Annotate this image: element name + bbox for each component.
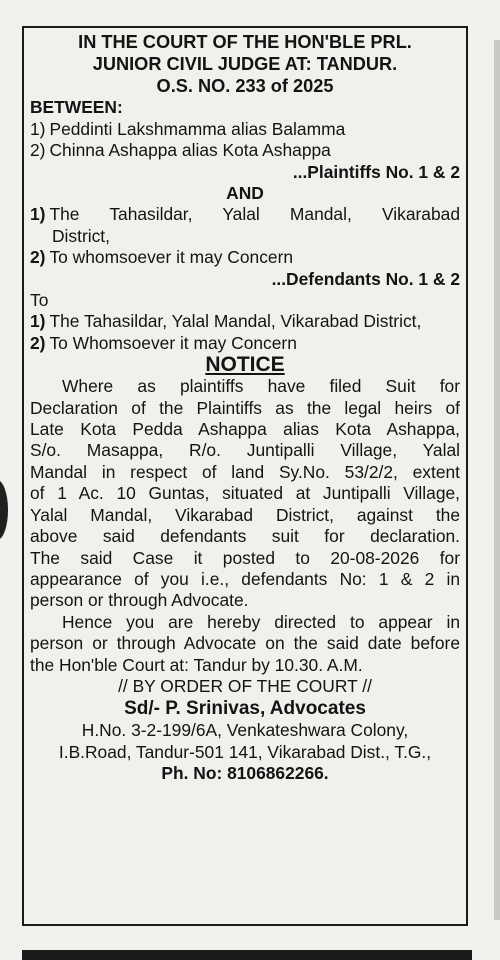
addressee-2 — [30, 333, 460, 354]
notice-p1-line: appearance of you i.e., defendants No: 1 & 2 in — [30, 568, 460, 589]
adjacent-column-edge — [494, 40, 500, 920]
plaintiff-1 — [30, 119, 460, 140]
order-of-court-line: // BY ORDER OF THE COURT // — [118, 675, 372, 696]
notice-p1-line: of 1 Ac. 10 Guntas, situated at Juntipalli Village, — [30, 483, 460, 504]
plaintiffs-label: ...Plaintiffs No. 1 & 2 — [292, 161, 460, 182]
notice-p1-line: Yalal Mandal, Vikarabad District, against the — [30, 504, 460, 525]
notice-p2-line: person or through Advocate on the said date before — [30, 633, 460, 654]
defendant-1-line-2: District, — [52, 225, 110, 246]
plaintiff-2 — [30, 140, 460, 161]
notice-p1-line: The said Case it posted to 20-08-2026 for — [30, 547, 460, 568]
plaintiff-2-name: Chinna Ashappa alias Kota Ashappa — [49, 140, 331, 161]
advocate-signature: Sd/- P. Srinivas, Advocates — [124, 698, 366, 720]
addressee-1 — [30, 311, 460, 332]
notice-p2-line: the Hon'ble Court at: Tandur by 10.30. A.M. — [30, 654, 363, 675]
court-name-line-1: IN THE COURT OF THE HON'BLE PRL. — [78, 32, 412, 52]
plaintiff-1-name: Peddinti Lakshmamma alias Balamma — [49, 118, 346, 139]
to-label: To — [30, 290, 49, 311]
notice-p1-line: S/o. Masappa, R/o. Juntipalli Village, Yalal — [30, 440, 460, 461]
notice-p1-line: Late Kota Pedda Ashappa alias Kota Ashappa, — [30, 419, 460, 440]
court-name-line-2: JUNIOR CIVIL JUDGE AT: TANDUR. — [92, 53, 398, 74]
addressee-1-name: The Tahasildar, Yalal Mandal, Vikarabad District, — [49, 311, 422, 332]
notice-paragraph-1 — [30, 376, 460, 611]
notice-p1-line: Declaration of the Plaintiffs as the legal heirs of — [30, 397, 460, 418]
plaintiff-2-number: 2) — [30, 140, 46, 161]
defendant-1 — [30, 204, 460, 225]
defendants-label: ...Defendants No. 1 & 2 — [271, 268, 460, 289]
addressee-2-number: 2) — [30, 332, 46, 353]
defendant-2-name: To whomsoever it may Concern — [49, 247, 294, 268]
notice-p2-line: Hence you are hereby directed to appear in — [62, 611, 460, 632]
legal-notice-box — [22, 26, 468, 926]
defendant-2-number: 2) — [30, 247, 46, 268]
between-label: BETWEEN: — [30, 97, 123, 118]
bottom-divider — [22, 950, 472, 960]
defendant-1-line-1: The Tahasildar, Yalal Mandal, Vikarabad — [49, 204, 460, 225]
plaintiff-1-number: 1) — [30, 118, 46, 139]
case-number: O.S. NO. 233 of 2025 — [156, 75, 334, 96]
notice-title: NOTICE — [205, 353, 285, 377]
addressee-1-number: 1) — [30, 311, 46, 332]
addressee-2-name: To Whomsoever it may Concern — [49, 332, 297, 353]
notice-p1-line: above said defendants suit for declaration. — [30, 526, 460, 547]
defendant-1-number: 1) — [30, 204, 46, 225]
advocate-phone: Ph. No: 8106862266. — [161, 763, 329, 784]
and-label: AND — [226, 183, 264, 204]
advocate-address-line-1: H.No. 3-2-199/6A, Venkateshwara Colony, — [81, 720, 409, 741]
notice-p1-line: Mandal in respect of land Sy.No. 53/2/2, extent — [30, 461, 460, 482]
notice-p1-line: person or through Advocate. — [30, 590, 249, 611]
notice-paragraph-2 — [30, 612, 460, 676]
advocate-address-line-2: I.B.Road, Tandur-501 141, Vikarabad Dist., T.G., — [58, 741, 432, 762]
notice-p1-line: Where as plaintiffs have filed Suit for — [62, 376, 460, 397]
defendant-2 — [30, 247, 460, 268]
left-edge-ink-mark — [0, 480, 8, 540]
